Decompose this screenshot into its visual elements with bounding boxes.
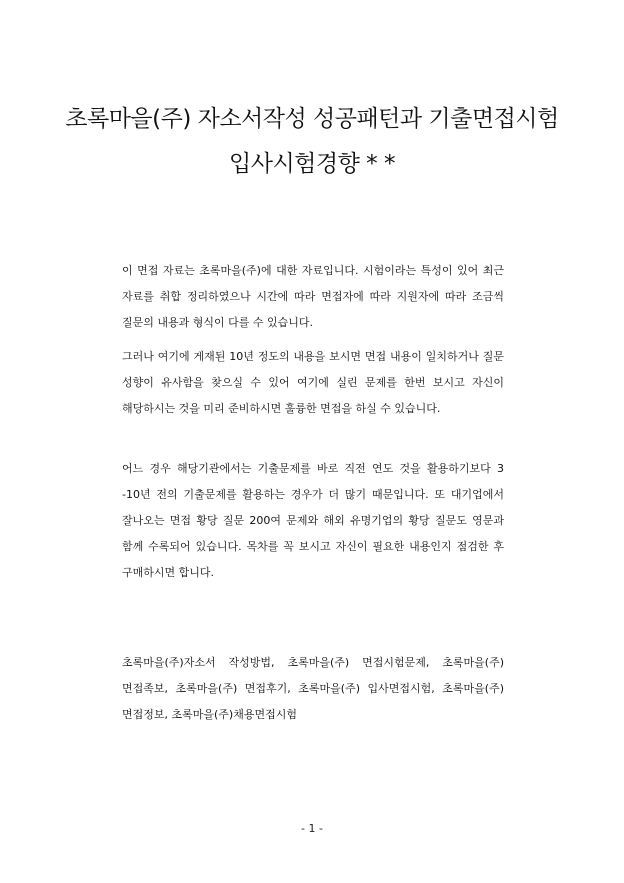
paragraph-3: 어느 경우 해당기관에서는 기출문제를 바로 직전 연도 것을 활용하기보다 3 -10년 전의 기출문제를 활용하는 경우가 더 많기 때문입니다. 또 대기업에서 잘나오는 면접 황당 질문 200여 문제와 해외 유명기업의 황당 질문도 영문과 함께 수록되어 있습니다. 목차를 꼭 보시고 자신이 필요한 내용인지 점검한 후 구매하시면 합니다.	[122, 462, 504, 579]
page-number: - 1 -	[301, 822, 323, 835]
exam-trend-paragraph	[122, 456, 504, 586]
preparation-paragraph	[122, 344, 504, 422]
document-title-line2: 입사시험경향 * *	[229, 151, 395, 177]
keywords-list: 초록마을(주)자소서 작성방법, 초록마을(주) 면접시험문제, 초록마을(주) 면접족보, 초록마을(주) 면접후기, 초록마을(주) 입사면접시험, 초록마을(주)면접정보, 초록마을(주)채용면접시험	[122, 656, 504, 721]
document-title-line1: 초록마을(주) 자소서작성 성공패턴과 기출면접시험	[65, 106, 559, 132]
paragraph-2: 그러나 여기에 게재된 10년 정도의 내용을 보시면 면접 내용이 일치하거나 질문 성향이 유사함을 찾으실 수 있어 여기에 실린 문제를 한번 보시고 자신이 해당하시는 것을 미리 준비하시면 훌륭한 면접을 하실 수 있습니다.	[122, 350, 504, 415]
intro-paragraph	[122, 258, 504, 336]
paragraph-1: 이 면접 자료는 초록마을(주)에 대한 자료입니다. 시험이라는 특성이 있어 최근 자료를 취합 정리하였으나 시간에 따라 면접자에 따라 지원자에 따라 조금씩 질문의 내용과 형식이 다를 수 있습니다.	[122, 264, 504, 329]
